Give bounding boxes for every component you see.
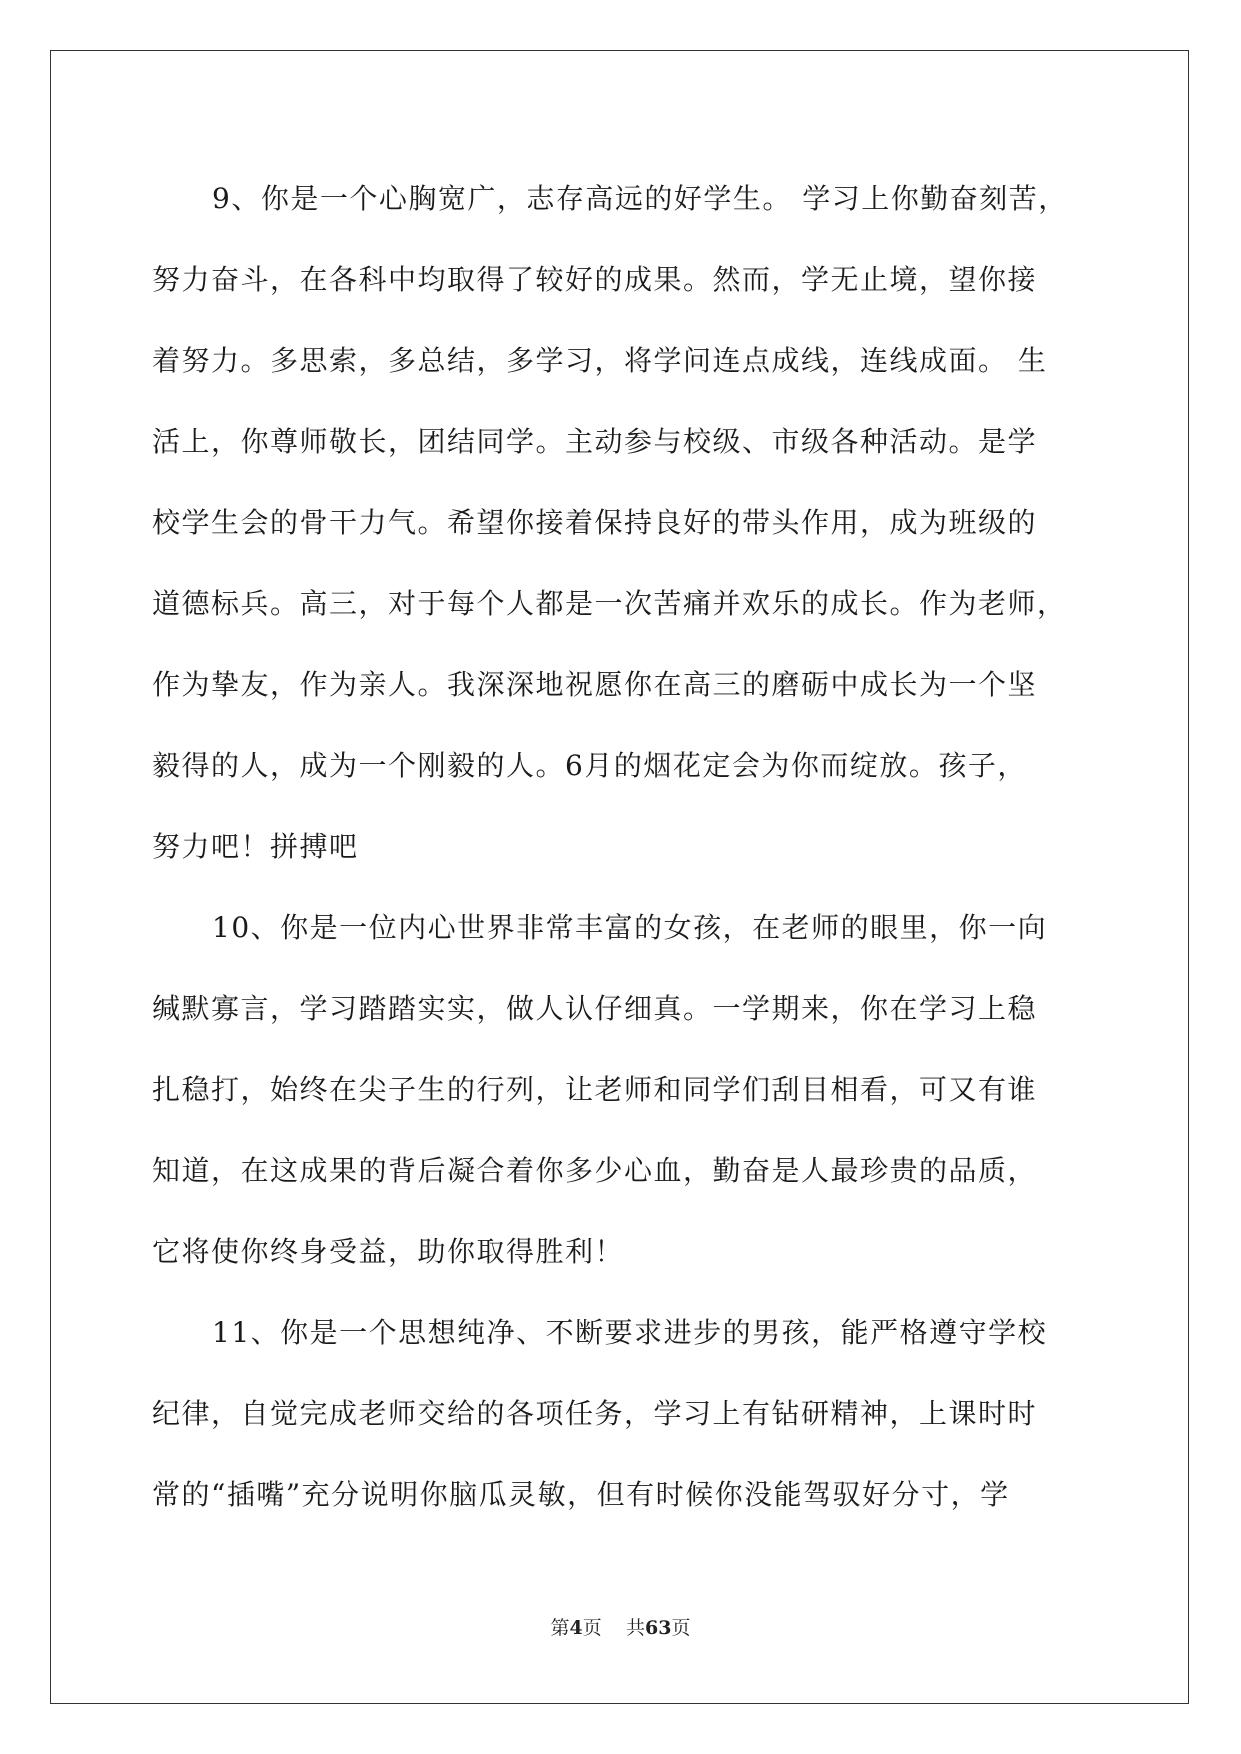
paragraph-9-line-8: 毅得的人，成为一个刚毅的人。6月的烟花定会为你而绽放。孩子， [152,749,1027,782]
paragraph-9-line-7: 作为挚友，作为亲人。我深深地祝愿你在高三的磨砺中成长为一个坚 [152,668,1038,701]
footer-total-prefix: 共 [625,1617,645,1639]
paragraph-9-line-4: 活上，你尊师敬长，团结同学。主动参与校级、市级各种活动。是学 [152,425,1038,458]
paragraph-10-line-4: 知道，在这成果的背后凝合着你多少心血，勤奋是人最珍贵的品质， [152,1154,1038,1187]
page-footer [0,1613,1241,1640]
paragraph-9-line-6: 道德标兵。高三，对于每个人都是一次苦痛并欢乐的成长。作为老师， [152,587,1067,620]
footer-prefix: 第 [550,1617,570,1639]
paragraph-11-line-3: 常的“插嘴”充分说明你脑瓜灵敏，但有时候你没能驾驭好分寸，学 [152,1478,1010,1511]
paragraph-10-line-2: 缄默寡言，学习踏踏实实，做人认仔细真。一学期来，你在学习上稳 [152,992,1038,1025]
document-body [152,158,1092,1535]
footer-total-suffix: 页 [671,1617,691,1639]
paragraph-9-line-1: 9、你是一个心胸宽广，志存高远的好学生。 学习上你勤奋刻苦， [212,182,1068,215]
footer-page-suffix: 页 [582,1617,602,1639]
total-pages: 63 [644,1617,672,1639]
paragraph-9-line-3: 着努力。多思索，多总结，多学习，将学问连点成线，连线成面。 生 [152,344,1048,377]
paragraph-9-line-5: 校学生会的骨干力气。希望你接着保持良好的带头作用，成为班级的 [152,506,1038,539]
paragraph-10-line-3: 扎稳打，始终在尖子生的行列，让老师和同学们刮目相看，可又有谁 [152,1073,1038,1106]
paragraph-10-line-5: 它将使你终身受益，助你取得胜利！ [152,1235,625,1268]
paragraph-11-line-1: 11、你是一个思想纯净、不断要求进步的男孩，能严格遵守学校 [212,1316,1048,1349]
paragraph-11-line-2: 纪律，自觉完成老师交给的各项任务，学习上有钻研精神，上课时时 [152,1397,1038,1430]
paragraph-9-line-9: 努力吧！拼搏吧 [152,830,359,863]
paragraph-10-line-1: 10、你是一位内心世界非常丰富的女孩，在老师的眼里，你一向 [212,911,1048,944]
paragraph-9-line-2: 努力奋斗，在各科中均取得了较好的成果。然而，学无止境，望你接 [152,263,1038,296]
page-number: 4 [569,1617,583,1639]
